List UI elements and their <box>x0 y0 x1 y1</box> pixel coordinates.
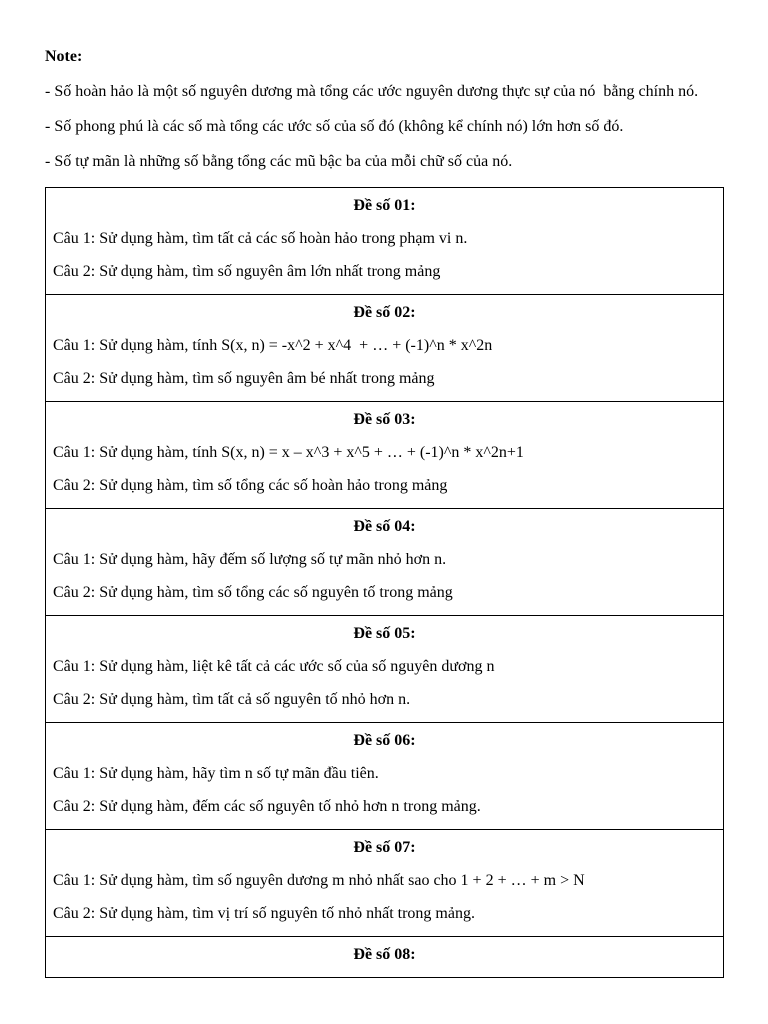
exam-cell-03 <box>46 402 724 509</box>
exam-question-2: Câu 2: Sử dụng hàm, tìm vị trí số nguyên tố nhỏ nhất trong mảng. <box>53 905 475 922</box>
note-line-perfect-number: - Số hoàn hảo là một số nguyên dương mà tổng các ước nguyên dương thực sự của nó bằng chính nó. <box>45 83 699 100</box>
exam-row <box>46 295 724 402</box>
exam-table <box>45 187 724 978</box>
exam-title: Đề số 05: <box>353 625 416 642</box>
exam-title: Đề số 06: <box>353 732 416 749</box>
exam-title: Đề số 07: <box>353 839 416 856</box>
exam-row <box>46 830 724 937</box>
exam-question-1: Câu 1: Sử dụng hàm, hãy tìm n số tự mãn đầu tiên. <box>53 765 379 782</box>
exam-question-1: Câu 1: Sử dụng hàm, hãy đếm số lượng số tự mãn nhỏ hơn n. <box>53 551 447 568</box>
exam-row <box>46 509 724 616</box>
exam-question-2: Câu 2: Sử dụng hàm, tìm số nguyên âm lớn nhất trong mảng <box>53 263 441 280</box>
note-line-abundant-number: - Số phong phú là các số mà tổng các ước số của số đó (không kể chính nó) lớn hơn số đó. <box>45 118 624 135</box>
exam-cell-01 <box>46 188 724 295</box>
note-line-narcissistic-number: - Số tự mãn là những số bằng tổng các mũ bậc ba của mỗi chữ số của nó. <box>45 153 513 170</box>
exam-row <box>46 723 724 830</box>
exam-title: Đề số 01: <box>353 197 416 214</box>
exam-question-1: Câu 1: Sử dụng hàm, tính S(x, n) = x – x^3 + x^5 + … + (-1)^n * x^2n+1 <box>53 444 524 461</box>
exam-cell-07 <box>46 830 724 937</box>
exam-question-2: Câu 2: Sử dụng hàm, tìm số nguyên âm bé nhất trong mảng <box>53 370 435 387</box>
exam-row <box>46 188 724 295</box>
exam-cell-02 <box>46 295 724 402</box>
note-title: Note: <box>45 48 83 65</box>
exam-question-2: Câu 2: Sử dụng hàm, tìm tất cả số nguyên tố nhỏ hơn n. <box>53 691 411 708</box>
exam-cell-08 <box>46 937 724 978</box>
exam-title: Đề số 03: <box>353 411 416 428</box>
exam-question-1: Câu 1: Sử dụng hàm, tìm tất cả các số hoàn hảo trong phạm vi n. <box>53 230 468 247</box>
exam-question-1: Câu 1: Sử dụng hàm, liệt kê tất cả các ước số của số nguyên dương n <box>53 658 495 675</box>
exam-row <box>46 937 724 978</box>
exam-question-1: Câu 1: Sử dụng hàm, tìm số nguyên dương m nhỏ nhất sao cho 1 + 2 + … + m > N <box>53 872 585 889</box>
exam-title: Đề số 08: <box>353 946 416 963</box>
exam-question-2: Câu 2: Sử dụng hàm, đếm các số nguyên tố nhỏ hơn n trong mảng. <box>53 798 481 815</box>
exam-title: Đề số 04: <box>353 518 416 535</box>
exam-question-2: Câu 2: Sử dụng hàm, tìm số tổng các số nguyên tố trong mảng <box>53 584 453 601</box>
exam-question-2: Câu 2: Sử dụng hàm, tìm số tổng các số hoàn hảo trong mảng <box>53 477 448 494</box>
exam-question-1: Câu 1: Sử dụng hàm, tính S(x, n) = -x^2 + x^4 + … + (-1)^n * x^2n <box>53 337 493 354</box>
exam-cell-05 <box>46 616 724 723</box>
exam-title: Đề số 02: <box>353 304 416 321</box>
exam-row <box>46 616 724 723</box>
exam-cell-04 <box>46 509 724 616</box>
exam-row <box>46 402 724 509</box>
exam-cell-06 <box>46 723 724 830</box>
